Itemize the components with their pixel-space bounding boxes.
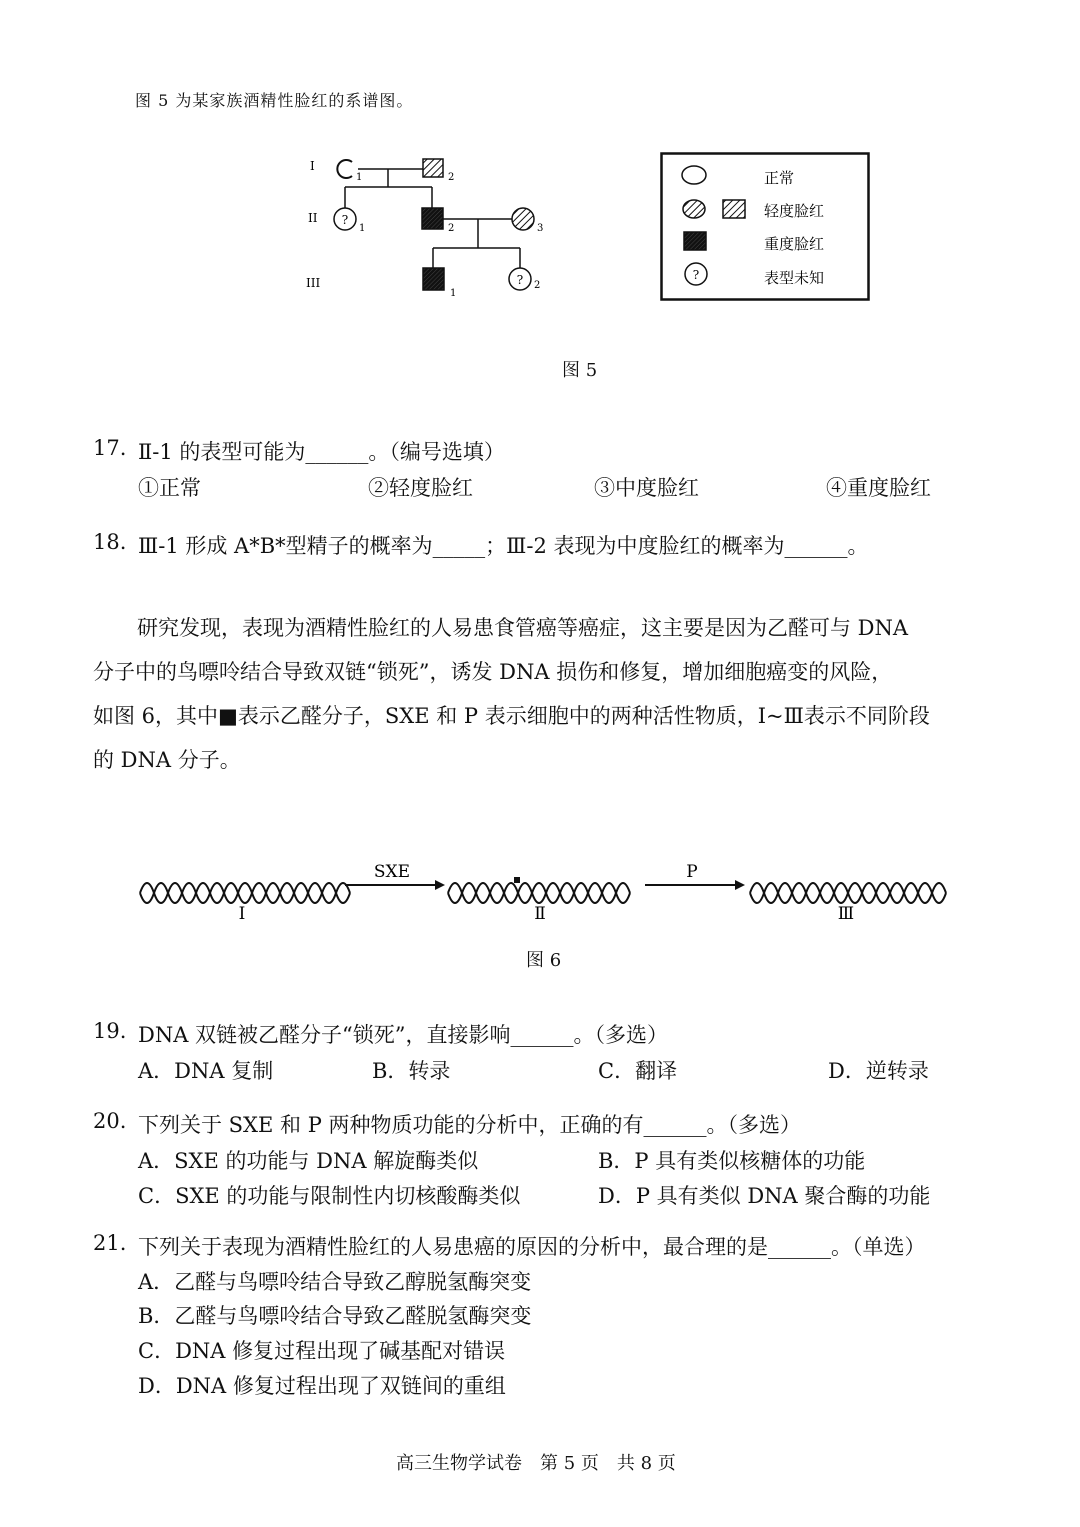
stage-label-II: Ⅱ [534, 904, 546, 924]
pedigree-legend [660, 152, 872, 304]
paragraph-line-2: 分子中的鸟嘌呤结合导致双链“锁死”，诱发 DNA 损伤和修复，增加细胞癌变的风险， [93, 660, 893, 684]
generation-label-III: III [306, 276, 321, 290]
q19-option-a: A．DNA 复制 [138, 1059, 274, 1083]
legend-mild-female-symbol [683, 200, 705, 218]
q17-option-4: ④重度脸红 [826, 476, 931, 500]
legend-severe-symbol [684, 232, 706, 250]
figure5-caption: 图 5 [562, 360, 598, 381]
legend-mild-label: 轻度脸红 [764, 202, 825, 220]
svg-text:3: 3 [537, 223, 544, 234]
legend-severe-label: 重度脸红 [764, 235, 825, 253]
I-1-female-normal [337, 160, 352, 178]
q20-option-b: B．P 具有类似核糖体的功能 [598, 1149, 866, 1173]
page-footer: 高三生物学试卷 第 5 页 共 8 页 [396, 1453, 676, 1474]
II-3-female-mild [512, 208, 534, 230]
paragraph-line-3: 如图 6，其中■表示乙醛分子，SXE 和 P 表示细胞中的两种活性物质，Ⅰ~Ⅲ表示不同阶段 [93, 704, 930, 728]
stage-label-I: Ⅰ [238, 904, 246, 924]
figure6-caption: 图 6 [526, 950, 562, 971]
figure5-intro: 图 5 为某家族酒精性脸红的系谱图。 [135, 91, 414, 110]
acetaldehyde-marker [514, 877, 520, 883]
q20-option-c: C．SXE 的功能与限制性内切核酸酶类似 [138, 1184, 521, 1208]
q17-option-1: ①正常 [138, 476, 201, 500]
dna-stage-III [750, 883, 946, 903]
q19-number: 19. [93, 1019, 127, 1043]
paragraph-line-1: 研究发现，表现为酒精性脸红的人易患食管癌等癌症，这主要是因为乙醛可与 DNA [137, 616, 909, 640]
q20-stem: 下列关于 SXE 和 P 两种物质功能的分析中，正确的有______。（多选） [138, 1113, 801, 1137]
q18-number: 18. [93, 530, 127, 554]
svg-text:2: 2 [448, 172, 455, 183]
svg-text:?: ? [341, 213, 349, 227]
legend-normal-label: 正常 [764, 169, 795, 187]
q19-stem: DNA 双链被乙醛分子“锁死”，直接影响______。（多选） [138, 1023, 669, 1047]
stage-label-III: Ⅲ [837, 904, 855, 924]
II-2-male-severe [422, 208, 443, 229]
svg-text:1: 1 [359, 223, 366, 234]
svg-text:?: ? [692, 268, 700, 282]
pedigree-chart [290, 140, 590, 310]
dna-stage-I [140, 883, 350, 903]
svg-text:1: 1 [356, 172, 363, 183]
q17-stem: Ⅱ-1 的表型可能为______。（编号选填） [138, 440, 505, 464]
svg-text:2: 2 [534, 280, 541, 291]
q17-option-2: ②轻度脸红 [368, 476, 473, 500]
q21-option-c: C．DNA 修复过程出现了碱基配对错误 [138, 1339, 506, 1363]
III-1-male-severe [423, 268, 444, 290]
generation-label-I: I [310, 159, 315, 173]
dna-stage-II [448, 877, 630, 903]
q18-stem: Ⅲ-1 形成 A*B*型精子的概率为_____；Ⅲ-2 表现为中度脸红的概率为______。 [138, 534, 869, 558]
q21-option-d: D．DNA 修复过程出现了双链间的重组 [138, 1374, 506, 1398]
legend-unknown-label: 表型未知 [764, 269, 825, 287]
svg-text:1: 1 [450, 288, 457, 299]
q20-option-d: D．P 具有类似 DNA 聚合酶的功能 [598, 1184, 931, 1208]
research-paragraph [93, 606, 993, 782]
generation-label-II: II [308, 211, 318, 225]
legend-mild-male-symbol [723, 200, 745, 218]
legend-normal-symbol [682, 166, 706, 184]
q21-stem: 下列关于表现为酒精性脸红的人易患癌的原因的分析中，最合理的是______。（单选） [138, 1235, 926, 1259]
paragraph-line-4: 的 DNA 分子。 [93, 748, 241, 772]
q21-number: 21. [93, 1231, 127, 1255]
q20-number: 20. [93, 1109, 127, 1133]
I-2-male-mild [423, 159, 443, 177]
svg-text:?: ? [516, 273, 524, 287]
q20-option-a: A．SXE 的功能与 DNA 解旋酶类似 [138, 1149, 479, 1173]
q19-option-d: D．逆转录 [828, 1059, 929, 1083]
q21-option-b: B．乙醛与鸟嘌呤结合导致乙醛脱氢酶突变 [138, 1304, 532, 1328]
arrow-p-label: P [686, 862, 698, 882]
q17-number: 17. [93, 436, 127, 460]
q21-option-a: A．乙醛与鸟嘌呤结合导致乙醇脱氢酶突变 [138, 1270, 532, 1294]
arrow-sxe-label: SXE [373, 862, 411, 882]
q19-option-c: C．翻译 [598, 1059, 678, 1083]
svg-text:2: 2 [448, 223, 455, 234]
q19-option-b: B．转录 [372, 1059, 451, 1083]
dna-diagram [130, 855, 960, 930]
q17-option-3: ③中度脸红 [594, 476, 699, 500]
